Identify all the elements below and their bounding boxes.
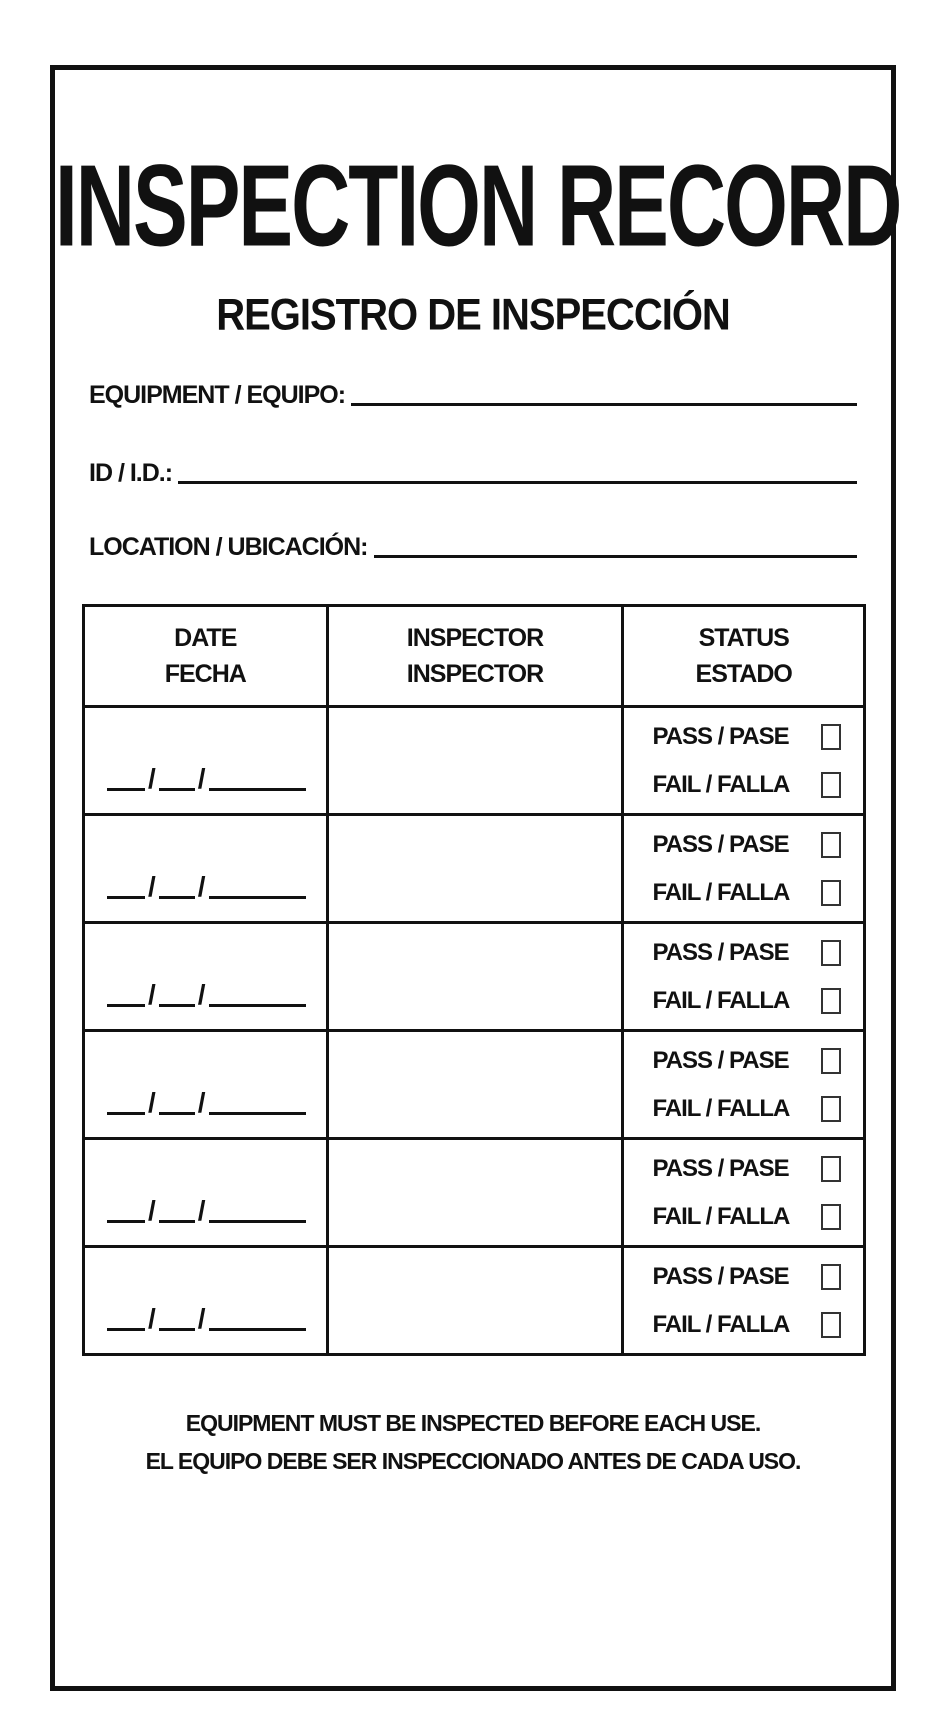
fail-option[interactable] <box>652 984 841 1018</box>
date-blanks <box>107 765 306 793</box>
status-cell <box>623 1139 865 1247</box>
date-blanks <box>107 1197 306 1225</box>
pass-checkbox[interactable] <box>821 1048 841 1074</box>
pass-option[interactable] <box>652 1152 841 1186</box>
equipment-field[interactable] <box>89 370 857 410</box>
date-slash: / <box>197 1087 206 1118</box>
footer-notice <box>55 1404 891 1480</box>
date-cell[interactable] <box>84 923 328 1031</box>
date-slash: / <box>197 763 206 794</box>
pass-checkbox[interactable] <box>821 1264 841 1290</box>
date-header-es: FECHA <box>164 660 246 688</box>
location-field[interactable] <box>89 522 857 562</box>
inspector-cell[interactable] <box>327 1139 623 1247</box>
status-header-es: ESTADO <box>695 660 792 688</box>
month-blank[interactable] <box>107 1112 145 1115</box>
date-slash: / <box>148 871 156 902</box>
pass-label: PASS / PASE <box>652 1263 789 1290</box>
day-blank[interactable] <box>159 1220 195 1223</box>
pass-checkbox[interactable] <box>821 832 841 858</box>
location-input-line[interactable] <box>374 555 857 558</box>
fail-label: FAIL / FALLA <box>652 1095 790 1122</box>
year-blank[interactable] <box>209 1220 306 1223</box>
pass-option[interactable] <box>652 1260 841 1294</box>
date-slash: / <box>197 1303 206 1334</box>
date-blanks <box>107 1305 306 1333</box>
fail-label: FAIL / FALLA <box>652 1203 790 1230</box>
date-slash: / <box>148 1087 156 1118</box>
inspector-cell[interactable] <box>327 1247 623 1355</box>
month-blank[interactable] <box>107 788 145 791</box>
id-input-line[interactable] <box>178 481 857 484</box>
year-blank[interactable] <box>209 1004 306 1007</box>
year-blank[interactable] <box>209 1328 306 1331</box>
date-slash: / <box>148 1303 156 1334</box>
pass-checkbox[interactable] <box>821 940 841 966</box>
date-blanks <box>107 981 306 1009</box>
status-header <box>623 606 865 707</box>
footer-line-es: EL EQUIPO DEBE SER INSPECCIONADO ANTES DE CADA USO. <box>145 1448 801 1474</box>
pass-label: PASS / PASE <box>652 723 789 750</box>
date-cell[interactable] <box>84 707 328 815</box>
fail-checkbox[interactable] <box>821 880 841 906</box>
date-slash: / <box>197 979 206 1010</box>
day-blank[interactable] <box>159 1004 195 1007</box>
table-row <box>84 815 865 923</box>
date-blanks <box>107 873 306 901</box>
date-blanks <box>107 1089 306 1117</box>
date-cell[interactable] <box>84 1031 328 1139</box>
id-field[interactable] <box>89 448 857 488</box>
table-row <box>84 1139 865 1247</box>
day-blank[interactable] <box>159 896 195 899</box>
equipment-input-line[interactable] <box>351 403 857 406</box>
id-label: ID / I.D.: <box>89 459 173 487</box>
fail-checkbox[interactable] <box>821 988 841 1014</box>
pass-label: PASS / PASE <box>652 831 789 858</box>
date-cell[interactable] <box>84 815 328 923</box>
year-blank[interactable] <box>209 896 306 899</box>
status-header-en: STATUS <box>698 624 789 652</box>
pass-option[interactable] <box>652 720 841 754</box>
month-blank[interactable] <box>107 1328 145 1331</box>
fail-label: FAIL / FALLA <box>652 771 790 798</box>
page-subtitle: REGISTRO DE INSPECCIÓN <box>216 290 730 340</box>
inspector-header-es: INSPECTOR <box>406 660 544 688</box>
pass-label: PASS / PASE <box>652 1155 789 1182</box>
status-cell <box>623 815 865 923</box>
inspector-header-en: INSPECTOR <box>406 624 544 652</box>
day-blank[interactable] <box>159 1328 195 1331</box>
fail-checkbox[interactable] <box>821 772 841 798</box>
pass-label: PASS / PASE <box>652 1047 789 1074</box>
day-blank[interactable] <box>159 1112 195 1115</box>
fail-label: FAIL / FALLA <box>652 879 790 906</box>
fail-option[interactable] <box>652 876 841 910</box>
pass-option[interactable] <box>652 936 841 970</box>
year-blank[interactable] <box>209 788 306 791</box>
table-row <box>84 1031 865 1139</box>
page-title: INSPECTION RECORD <box>55 141 901 271</box>
inspector-cell[interactable] <box>327 923 623 1031</box>
year-blank[interactable] <box>209 1112 306 1115</box>
inspector-cell[interactable] <box>327 815 623 923</box>
month-blank[interactable] <box>107 896 145 899</box>
fail-option[interactable] <box>652 768 841 802</box>
fail-checkbox[interactable] <box>821 1204 841 1230</box>
inspector-cell[interactable] <box>327 1031 623 1139</box>
month-blank[interactable] <box>107 1220 145 1223</box>
table-row <box>84 707 865 815</box>
pass-option[interactable] <box>652 1044 841 1078</box>
fail-option[interactable] <box>652 1092 841 1126</box>
fail-option[interactable] <box>652 1200 841 1234</box>
table-row <box>84 1247 865 1355</box>
fail-label: FAIL / FALLA <box>652 987 790 1014</box>
date-slash: / <box>197 871 206 902</box>
equipment-label: EQUIPMENT / EQUIPO: <box>89 381 346 409</box>
date-header <box>84 606 328 707</box>
pass-option[interactable] <box>652 828 841 862</box>
date-cell[interactable] <box>84 1139 328 1247</box>
table-header-row <box>84 606 865 707</box>
pass-checkbox[interactable] <box>821 724 841 750</box>
location-label: LOCATION / UBICACIÓN: <box>89 533 368 561</box>
inspection-table <box>82 604 866 1356</box>
inspector-header <box>327 606 623 707</box>
date-cell[interactable] <box>84 1247 328 1355</box>
status-cell <box>623 707 865 815</box>
month-blank[interactable] <box>107 1004 145 1007</box>
fail-label: FAIL / FALLA <box>652 1311 790 1338</box>
date-slash: / <box>148 763 156 794</box>
status-cell <box>623 923 865 1031</box>
fail-option[interactable] <box>652 1308 841 1342</box>
fail-checkbox[interactable] <box>821 1312 841 1338</box>
pass-label: PASS / PASE <box>652 939 789 966</box>
footer-line-en: EQUIPMENT MUST BE INSPECTED BEFORE EACH USE. <box>185 1410 761 1436</box>
date-header-en: DATE <box>174 624 237 652</box>
status-cell <box>623 1247 865 1355</box>
fail-checkbox[interactable] <box>821 1096 841 1122</box>
inspector-cell[interactable] <box>327 707 623 815</box>
pass-checkbox[interactable] <box>821 1156 841 1182</box>
date-slash: / <box>148 1195 156 1226</box>
date-slash: / <box>148 979 156 1010</box>
inspection-record-card <box>50 65 901 1691</box>
day-blank[interactable] <box>159 788 195 791</box>
status-cell <box>623 1031 865 1139</box>
table-row <box>84 923 865 1031</box>
date-slash: / <box>197 1195 206 1226</box>
